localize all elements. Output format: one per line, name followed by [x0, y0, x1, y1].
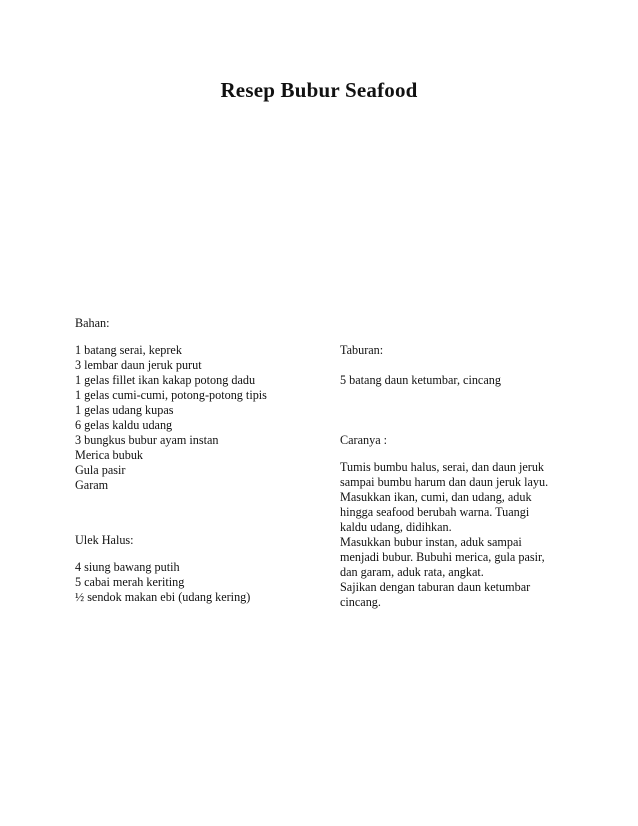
ingredient-line: 5 cabai merah keriting: [75, 575, 185, 589]
ingredient-line: 1 gelas cumi-cumi, potong-potong tipis: [75, 388, 267, 402]
ingredient-line: 1 batang serai, keprek: [75, 343, 182, 357]
section-heading-ulek-halus: Ulek Halus:: [75, 533, 134, 547]
instruction-line: kaldu udang, didihkan.: [340, 520, 452, 534]
ingredient-line: 3 lembar daun jeruk purut: [75, 358, 202, 372]
instruction-line: Sajikan dengan taburan daun ketumbar: [340, 580, 531, 594]
instruction-line: menjadi bubur. Bubuhi merica, gula pasir,: [340, 550, 545, 564]
instruction-line: cincang.: [340, 595, 381, 609]
ingredient-line: 1 gelas fillet ikan kakap potong dadu: [75, 373, 256, 387]
instruction-line: Masukkan bubur instan, aduk sampai: [340, 535, 522, 549]
ingredient-line: 1 gelas udang kupas: [75, 403, 174, 417]
ingredient-line: Merica bubuk: [75, 448, 144, 462]
ingredient-line: Gula pasir: [75, 463, 126, 477]
instruction-line: dan garam, aduk rata, angkat.: [340, 565, 484, 579]
ingredient-line: 3 bungkus bubur ayam instan: [75, 433, 219, 447]
section-heading-bahan: Bahan:: [75, 316, 110, 330]
instruction-line: Tumis bumbu halus, serai, dan daun jeruk: [340, 460, 545, 474]
section-heading-caranya: Caranya :: [340, 433, 388, 447]
instruction-line: hingga seafood berubah warna. Tuangi: [340, 505, 530, 519]
page-title: Resep Bubur Seafood: [220, 78, 418, 102]
instruction-line: Masukkan ikan, cumi, dan udang, aduk: [340, 490, 532, 504]
ingredient-line: ½ sendok makan ebi (udang kering): [75, 590, 251, 604]
section-heading-taburan: Taburan:: [340, 343, 384, 357]
ingredient-line: 4 siung bawang putih: [75, 560, 180, 574]
ingredient-line: 6 gelas kaldu udang: [75, 418, 173, 432]
topping-line: 5 batang daun ketumbar, cincang: [340, 373, 501, 387]
instruction-line: sampai bumbu harum dan daun jeruk layu.: [340, 475, 549, 489]
ingredient-line: Garam: [75, 478, 109, 492]
